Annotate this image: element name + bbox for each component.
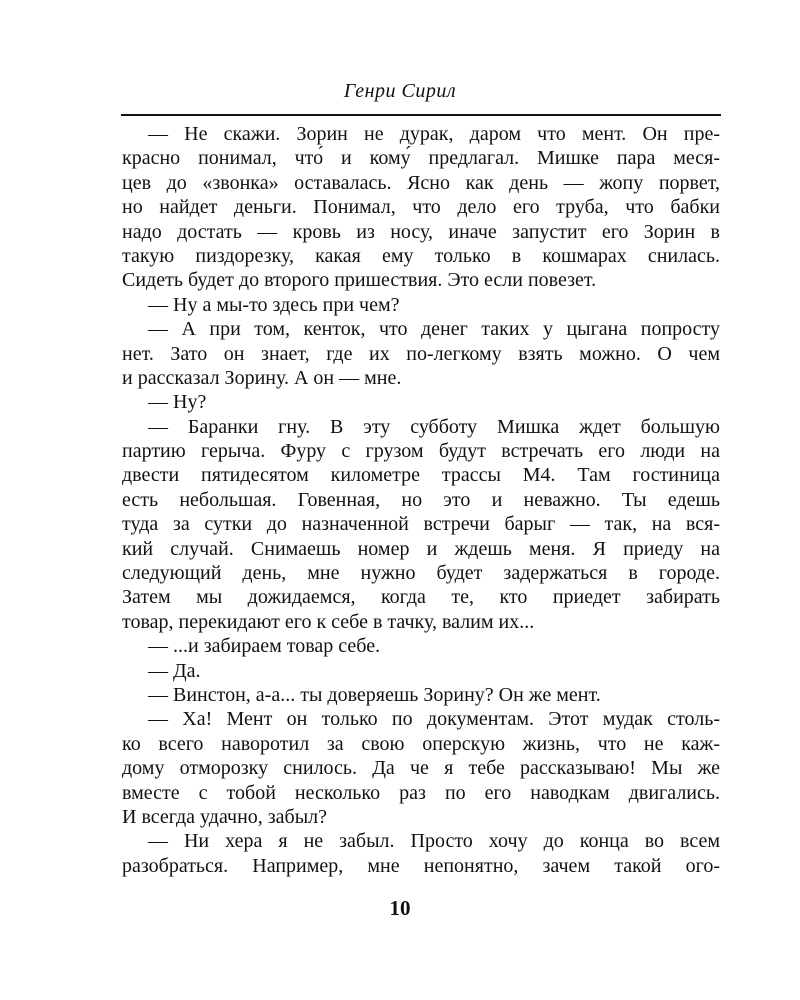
page-number: 10 <box>389 896 411 920</box>
text-line: разобраться. Например, мне непонятно, зачем такой ого- <box>122 854 720 877</box>
body-text <box>122 122 720 878</box>
text-line: такую пиздорезку, какая ему только в кошмарах снилась. <box>122 244 720 267</box>
text-line: вместе с тобой несколько раз по его наводкам двигались. <box>122 781 720 804</box>
text-line: цев до «звонка» оставалась. Ясно как день — жопу порвет, <box>122 171 720 194</box>
text-line: есть небольшая. Говенная, но это и неважно. Ты едешь <box>122 488 720 511</box>
text-line: нет. Зато он знает, где их по-легкому взять можно. О чем <box>122 342 720 365</box>
running-head-author: Генри Сирил <box>343 80 457 102</box>
text-line: Затем мы дожидаемся, когда те, кто приедет забирать <box>122 586 720 609</box>
text-line: надо достать — кровь из носу, иначе запустит его Зорин в <box>122 220 720 243</box>
text-line: товар, перекидают его к себе в тачку, валим их... <box>122 610 535 633</box>
text-line: но найдет деньги. Понимал, что дело его труба, что бабки <box>122 196 720 219</box>
text-line: — А при том, кенток, что денег таких у цыгана попросту <box>148 318 720 341</box>
text-line: ко всего наворотил за свою оперскую жизнь, что не каж- <box>122 732 720 755</box>
text-line: — Ни хера я не забыл. Просто хочу до конца во всем <box>148 830 720 853</box>
text-line: Сидеть будет до второго пришествия. Это если повезет. <box>122 269 597 292</box>
text-line: — Винстон, а-а... ты доверяешь Зорину? Он же мент. <box>148 683 601 706</box>
text-line: следующий день, мне нужно будет задержаться в городе. <box>122 562 720 585</box>
text-line: — Ха! Мент он только по документам. Этот мудак столь- <box>148 708 720 731</box>
text-line: партию герыча. Фуру с грузом будут встречать его люди на <box>122 440 720 463</box>
text-line: красно понимал, что́ и кому́ предлагал. Мишке пара меся- <box>122 147 720 170</box>
text-line: дому отморозку снилось. Да че я тебе рассказываю! Мы же <box>122 757 720 780</box>
header-rule <box>121 114 721 116</box>
text-line: двести пятидесятом километре трассы М4. Там гостиница <box>122 464 720 487</box>
text-line: И всегда удачно, забыл? <box>122 805 328 828</box>
text-line: — Да. <box>148 659 201 682</box>
text-line: туда за сутки до назначенной встречи барыг — так, на вся- <box>122 513 720 536</box>
text-line: — Ну? <box>148 391 207 414</box>
text-line: и рассказал Зорину. А он — мне. <box>122 366 402 389</box>
text-line: — Баранки гну. В эту субботу Мишка ждет большую <box>148 415 720 438</box>
text-line: — Не скажи. Зорин не дурак, даром что мент. Он пре- <box>148 123 720 145</box>
text-line: — ...и забираем товар себе. <box>148 635 381 658</box>
text-line: — Ну а мы-то здесь при чем? <box>148 293 400 316</box>
text-line: кий случай. Снимаешь номер и ждешь меня. Я приеду на <box>122 537 720 560</box>
